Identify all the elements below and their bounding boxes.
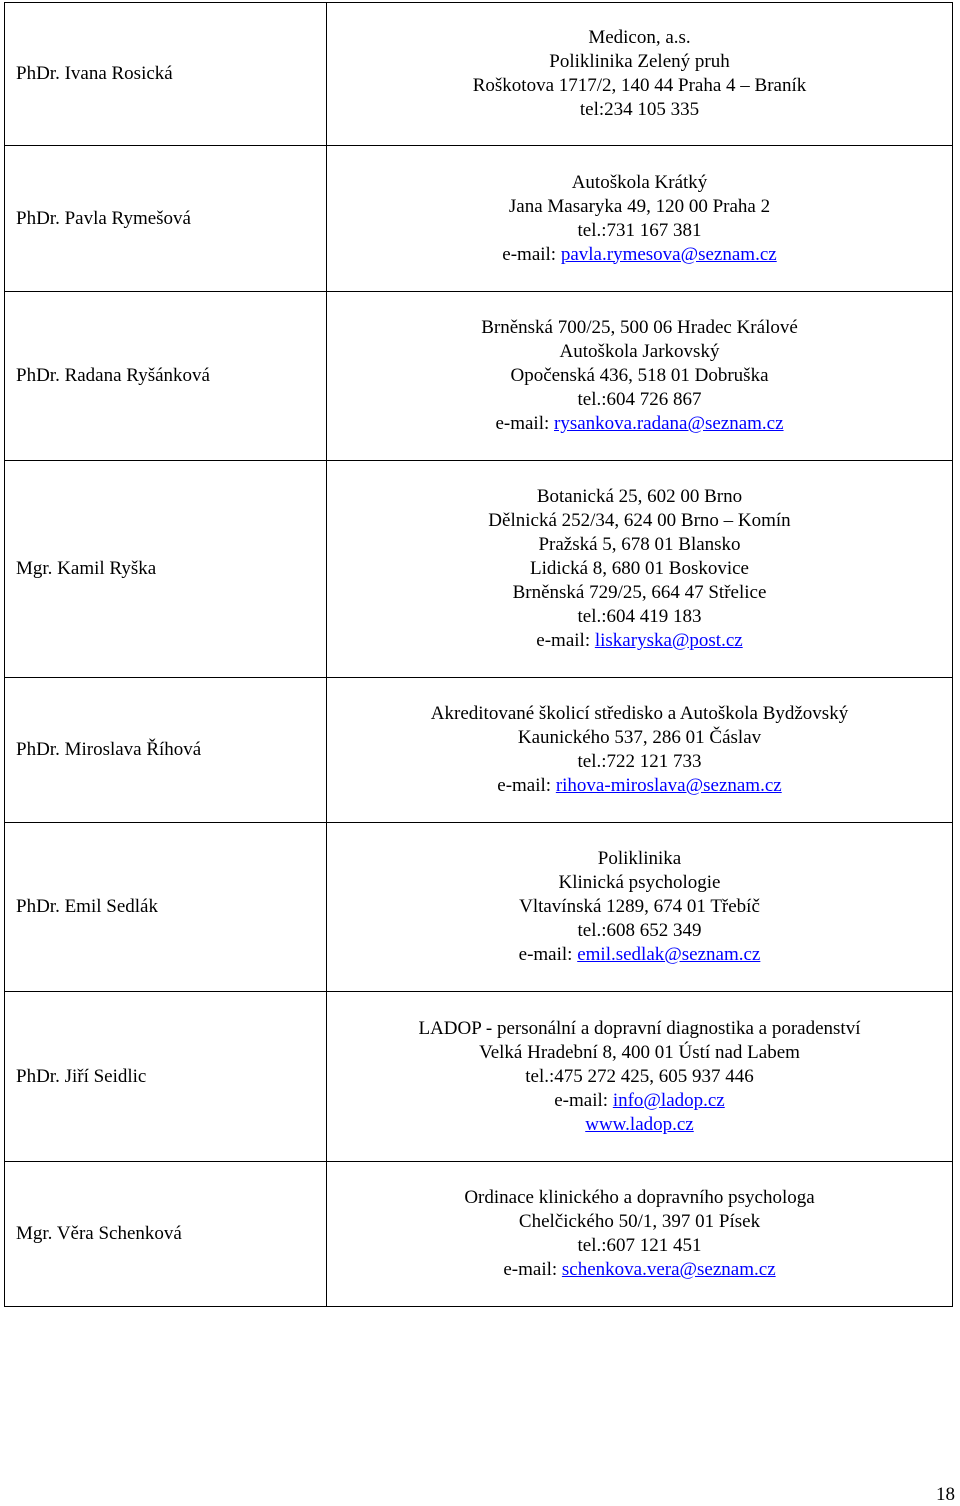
- email-label: e-mail:: [502, 243, 561, 265]
- psychologist-contact-table: [4, 2, 953, 1307]
- person-name: PhDr. Pavla Rymešová: [5, 146, 327, 292]
- table-row: [5, 823, 953, 992]
- email-link[interactable]: emil.sedlak@seznam.cz: [577, 944, 761, 965]
- address-line: Poliklinika Zelený pruh: [549, 51, 730, 72]
- website-link[interactable]: www.ladop.cz: [585, 1113, 694, 1135]
- contact-line: [327, 629, 952, 653]
- address-line: Dělnická 252/34, 624 00 Brno – Komín: [488, 510, 791, 531]
- person-name: PhDr. Emil Sedlák: [5, 823, 327, 992]
- address-line: Klinická psychologie: [558, 872, 721, 893]
- email-link[interactable]: rysankova.radana@seznam.cz: [554, 413, 784, 434]
- address-line: Brněnská 700/25, 500 06 Hradec Králové: [481, 317, 798, 338]
- address-line: Roškotova 1717/2, 140 44 Praha 4 – Braník: [472, 75, 807, 96]
- email-link[interactable]: rihova-miroslava@seznam.cz: [555, 775, 782, 796]
- address-line: tel.:607 121 451: [577, 1235, 702, 1256]
- table-row: [5, 992, 953, 1162]
- address-line: Botanická 25, 602 00 Brno: [536, 486, 743, 507]
- address-line: Jana Masaryka 49, 120 00 Praha 2: [508, 195, 771, 217]
- contact-line: [327, 1258, 952, 1282]
- contact-info: [327, 992, 953, 1162]
- address-line: Brněnská 729/25, 664 47 Střelice: [512, 582, 767, 603]
- address-line: Lidická 8, 680 01 Boskovice: [530, 558, 749, 579]
- contact-info: [327, 1162, 953, 1307]
- person-name: PhDr. Ivana Rosická: [5, 3, 327, 146]
- email-link[interactable]: liskaryska@post.cz: [594, 630, 743, 651]
- page-number: 18: [936, 1484, 955, 1505]
- person-name: PhDr. Jiří Seidlic: [5, 992, 327, 1162]
- contact-info: [327, 678, 953, 823]
- email-link[interactable]: pavla.rymesova@seznam.cz: [560, 243, 777, 265]
- table-row: [5, 678, 953, 823]
- contact-info: [327, 146, 953, 292]
- address-line: Kaunického 537, 286 01 Čáslav: [517, 727, 762, 748]
- address-line: Autoškola Krátký: [571, 171, 708, 193]
- contact-line: [327, 1113, 952, 1137]
- address-line: Vltavínská 1289, 674 01 Třebíč: [519, 896, 760, 917]
- table-row: [5, 461, 953, 678]
- email-link[interactable]: schenkova.vera@seznam.cz: [561, 1259, 776, 1280]
- email-label: e-mail:: [518, 944, 578, 965]
- address-line: tel:234 105 335: [579, 99, 700, 120]
- contact-info: [327, 461, 953, 678]
- address-line: Chelčického 50/1, 397 01 Písek: [518, 1211, 761, 1232]
- table-body: [5, 3, 953, 1307]
- table-row: [5, 3, 953, 146]
- person-name: Mgr. Kamil Ryška: [5, 461, 327, 678]
- address-line: Medicon, a.s.: [588, 27, 691, 48]
- email-label: e-mail:: [554, 1089, 613, 1111]
- contact-info: [327, 3, 953, 146]
- contact-info: [327, 823, 953, 992]
- table-row: [5, 146, 953, 292]
- person-name: Mgr. Věra Schenková: [5, 1162, 327, 1307]
- person-name: PhDr. Miroslava Říhová: [5, 678, 327, 823]
- contact-line: [327, 774, 952, 798]
- contact-info: [327, 292, 953, 461]
- email-label: e-mail:: [495, 413, 554, 434]
- email-link[interactable]: info@ladop.cz: [612, 1089, 725, 1111]
- table-row: [5, 1162, 953, 1307]
- address-line: Autoškola Jarkovský: [559, 341, 720, 362]
- contact-line: [327, 943, 952, 967]
- address-line: Poliklinika: [597, 848, 682, 869]
- email-label: e-mail:: [536, 630, 595, 651]
- email-label: e-mail:: [497, 775, 556, 796]
- address-line: tel.:604 419 183: [577, 606, 702, 627]
- person-name: PhDr. Radana Ryšánková: [5, 292, 327, 461]
- address-line: Akreditované školicí středisko a Autoškola Bydžovský: [430, 703, 849, 724]
- address-line: tel.:731 167 381: [577, 219, 702, 241]
- address-line: tel.:608 652 349: [577, 920, 702, 941]
- contact-line: [327, 243, 952, 267]
- address-line: tel.:722 121 733: [577, 751, 702, 772]
- address-line: Velká Hradební 8, 400 01 Ústí nad Labem: [479, 1041, 800, 1063]
- address-line: tel.:604 726 867: [577, 389, 702, 410]
- address-line: tel.:475 272 425, 605 937 446: [525, 1065, 754, 1087]
- contact-line: [327, 412, 952, 436]
- address-line: Opočenská 436, 518 01 Dobruška: [510, 365, 769, 386]
- address-line: Pražská 5, 678 01 Blansko: [538, 534, 741, 555]
- email-label: e-mail:: [503, 1259, 562, 1280]
- contact-line: [327, 1089, 952, 1113]
- address-line: LADOP - personální a dopravní diagnostika a poradenství: [418, 1017, 861, 1039]
- address-line: Ordinace klinického a dopravního psychologa: [464, 1187, 815, 1208]
- table-row: [5, 292, 953, 461]
